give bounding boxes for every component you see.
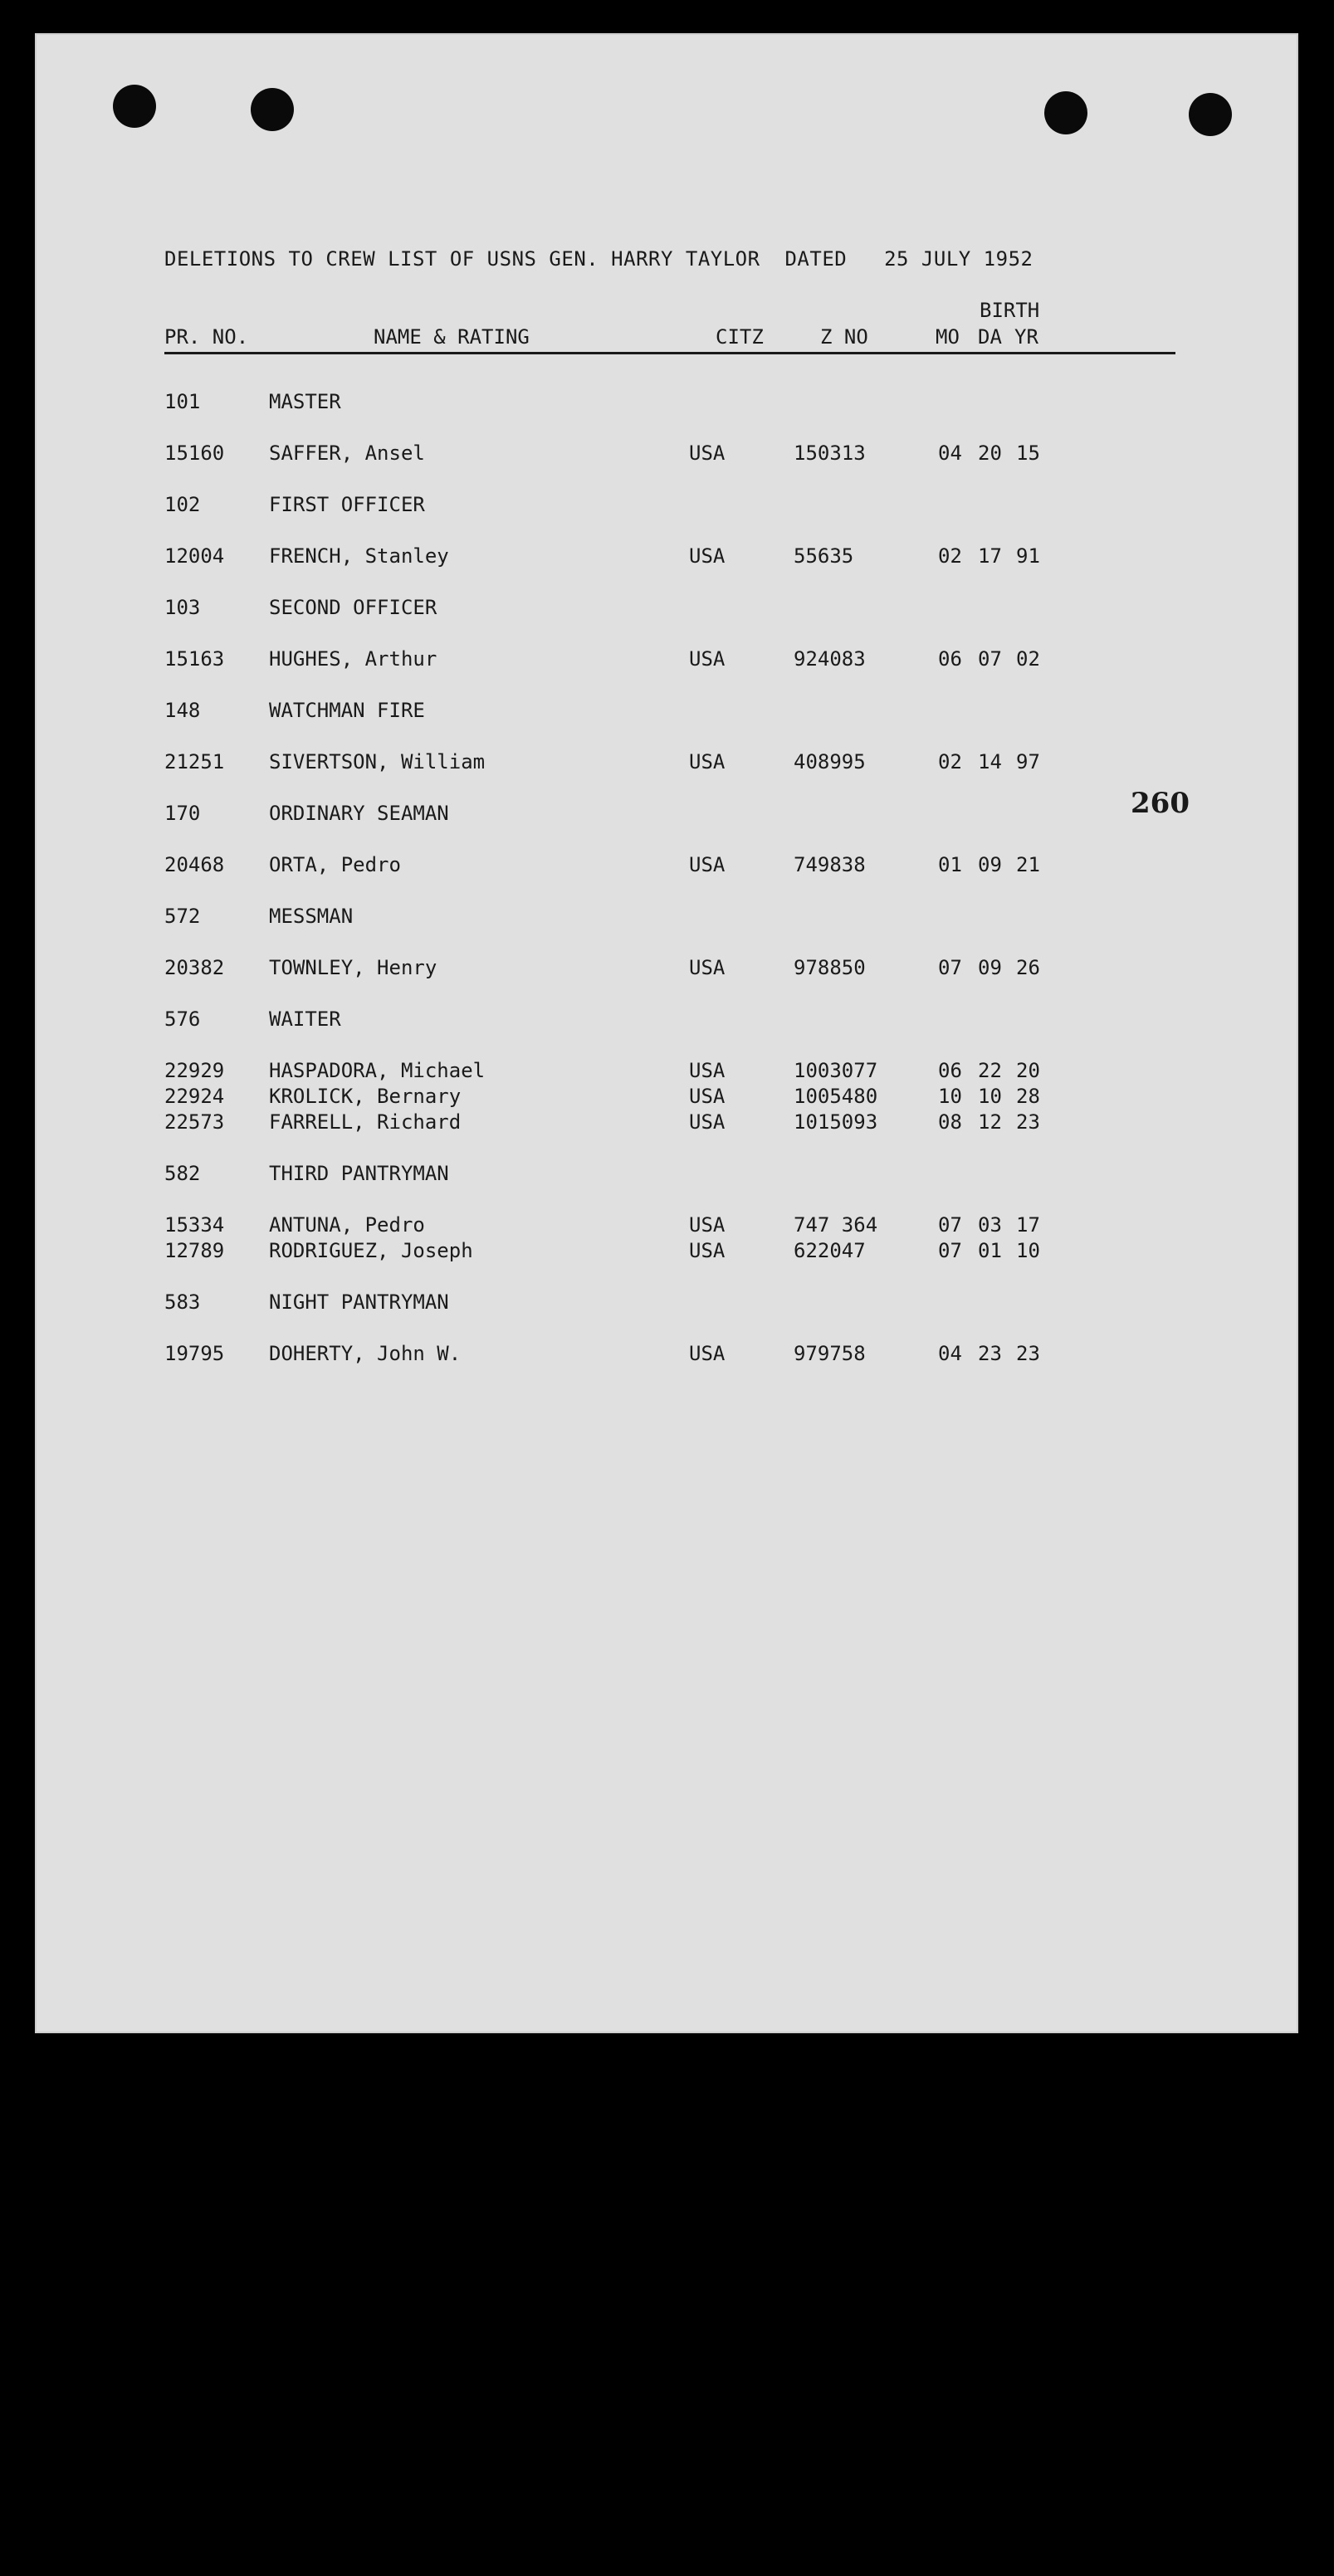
z-number-cell: 979758 bbox=[794, 1342, 866, 1365]
birth-month-cell: 07 bbox=[938, 1239, 962, 1262]
birth-day-cell: 03 bbox=[978, 1213, 1002, 1237]
yr-header: YR bbox=[1014, 325, 1038, 349]
name-rating-cell: ORTA, Pedro bbox=[269, 853, 401, 876]
pr-no-cell: 22924 bbox=[164, 1085, 225, 1108]
birth-day-cell: 20 bbox=[978, 442, 1002, 465]
pr-no-cell: 21251 bbox=[164, 750, 225, 773]
name-rating-cell: SECOND OFFICER bbox=[269, 596, 437, 619]
citizenship-cell: USA bbox=[689, 1085, 726, 1108]
title-text: DELETIONS TO CREW LIST OF USNS GEN. HARRY TAYLOR bbox=[164, 247, 760, 271]
birth-month-cell: 07 bbox=[938, 956, 962, 979]
citizenship-cell: USA bbox=[689, 1342, 726, 1365]
name-rating-cell: THIRD PANTRYMAN bbox=[269, 1162, 449, 1185]
da-header: DA bbox=[978, 325, 1002, 349]
document-sheet bbox=[35, 33, 1298, 2033]
pr-no-cell: 582 bbox=[164, 1162, 201, 1185]
birth-day-cell: 23 bbox=[978, 1342, 1002, 1365]
pr-no-cell: 576 bbox=[164, 1007, 201, 1031]
birth-month-cell: 02 bbox=[938, 750, 962, 773]
punch-hole bbox=[1044, 91, 1087, 134]
birth-day-cell: 12 bbox=[978, 1110, 1002, 1134]
punch-hole bbox=[251, 88, 294, 131]
z-number-cell: 150313 bbox=[794, 442, 866, 465]
name-rating-cell: ORDINARY SEAMAN bbox=[269, 802, 449, 825]
birth-year-cell: 23 bbox=[1016, 1110, 1040, 1134]
dated-label: DATED bbox=[784, 247, 848, 271]
z-number-cell: 924083 bbox=[794, 647, 866, 671]
pr-no-cell: 583 bbox=[164, 1290, 201, 1314]
z-number-cell: 1015093 bbox=[794, 1110, 878, 1134]
birth-header: BIRTH bbox=[980, 299, 1040, 322]
birth-year-cell: 97 bbox=[1016, 750, 1040, 773]
birth-month-cell: 06 bbox=[938, 1059, 962, 1082]
pr-no-cell: 15160 bbox=[164, 442, 225, 465]
document-title bbox=[164, 247, 1033, 271]
pr-no-cell: 15334 bbox=[164, 1213, 225, 1237]
birth-day-cell: 10 bbox=[978, 1085, 1002, 1108]
citizenship-cell: USA bbox=[689, 750, 726, 773]
pr-no-cell: 572 bbox=[164, 905, 201, 928]
birth-year-cell: 17 bbox=[1016, 1213, 1040, 1237]
birth-month-cell: 04 bbox=[938, 1342, 962, 1365]
document-date: 25 JULY 1952 bbox=[884, 247, 1033, 271]
name-rating-cell: KROLICK, Bernary bbox=[269, 1085, 462, 1108]
birth-year-cell: 28 bbox=[1016, 1085, 1040, 1108]
pr-no-cell: 12789 bbox=[164, 1239, 225, 1262]
birth-year-cell: 10 bbox=[1016, 1239, 1040, 1262]
citizenship-cell: USA bbox=[689, 956, 726, 979]
punch-hole bbox=[1189, 93, 1232, 136]
pr-no-cell: 22929 bbox=[164, 1059, 225, 1082]
pr-no-cell: 19795 bbox=[164, 1342, 225, 1365]
name-rating-cell: SAFFER, Ansel bbox=[269, 442, 425, 465]
z-number-cell: 978850 bbox=[794, 956, 866, 979]
z-no-header: Z NO bbox=[820, 325, 868, 349]
birth-day-cell: 17 bbox=[978, 544, 1002, 568]
birth-day-cell: 22 bbox=[978, 1059, 1002, 1082]
pr-no-cell: 15163 bbox=[164, 647, 225, 671]
birth-year-cell: 02 bbox=[1016, 647, 1040, 671]
birth-month-cell: 01 bbox=[938, 853, 962, 876]
name-rating-cell: WAITER bbox=[269, 1007, 341, 1031]
birth-day-cell: 09 bbox=[978, 956, 1002, 979]
name-rating-cell: NIGHT PANTRYMAN bbox=[269, 1290, 449, 1314]
birth-year-cell: 26 bbox=[1016, 956, 1040, 979]
citizenship-cell: USA bbox=[689, 1239, 726, 1262]
pr-no-cell: 103 bbox=[164, 596, 201, 619]
name-rating-cell: WATCHMAN FIRE bbox=[269, 699, 425, 722]
pr-no-cell: 20382 bbox=[164, 956, 225, 979]
birth-month-cell: 08 bbox=[938, 1110, 962, 1134]
pr-no-cell: 170 bbox=[164, 802, 201, 825]
z-number-cell: 622047 bbox=[794, 1239, 866, 1262]
birth-month-cell: 10 bbox=[938, 1085, 962, 1108]
birth-day-cell: 01 bbox=[978, 1239, 1002, 1262]
name-rating-cell: RODRIGUEZ, Joseph bbox=[269, 1239, 473, 1262]
citizenship-cell: USA bbox=[689, 647, 726, 671]
punch-hole bbox=[113, 85, 156, 128]
z-number-cell: 1005480 bbox=[794, 1085, 878, 1108]
birth-month-cell: 04 bbox=[938, 442, 962, 465]
z-number-cell: 747 364 bbox=[794, 1213, 878, 1237]
birth-year-cell: 91 bbox=[1016, 544, 1040, 568]
page-number: 260 bbox=[1131, 787, 1190, 820]
citizenship-cell: USA bbox=[689, 1213, 726, 1237]
pr-no-cell: 20468 bbox=[164, 853, 225, 876]
name-rating-cell: FIRST OFFICER bbox=[269, 493, 425, 516]
pr-no-header: PR. NO. bbox=[164, 325, 249, 349]
birth-year-cell: 20 bbox=[1016, 1059, 1040, 1082]
z-number-cell: 749838 bbox=[794, 853, 866, 876]
citz-header: CITZ bbox=[716, 325, 764, 349]
z-number-cell: 408995 bbox=[794, 750, 866, 773]
pr-no-cell: 102 bbox=[164, 493, 201, 516]
citizenship-cell: USA bbox=[689, 853, 726, 876]
birth-year-cell: 23 bbox=[1016, 1342, 1040, 1365]
name-rating-cell: MASTER bbox=[269, 390, 341, 413]
pr-no-cell: 148 bbox=[164, 699, 201, 722]
name-rating-cell: FRENCH, Stanley bbox=[269, 544, 449, 568]
name-rating-cell: HUGHES, Arthur bbox=[269, 647, 437, 671]
name-rating-cell: HASPADORA, Michael bbox=[269, 1059, 486, 1082]
birth-month-cell: 07 bbox=[938, 1213, 962, 1237]
citizenship-cell: USA bbox=[689, 1059, 726, 1082]
z-number-cell: 55635 bbox=[794, 544, 854, 568]
citizenship-cell: USA bbox=[689, 544, 726, 568]
name-rating-cell: TOWNLEY, Henry bbox=[269, 956, 437, 979]
mo-header: MO bbox=[936, 325, 960, 349]
pr-no-cell: 12004 bbox=[164, 544, 225, 568]
birth-day-cell: 07 bbox=[978, 647, 1002, 671]
name-rating-cell: ANTUNA, Pedro bbox=[269, 1213, 425, 1237]
birth-day-cell: 14 bbox=[978, 750, 1002, 773]
z-number-cell: 1003077 bbox=[794, 1059, 878, 1082]
birth-year-cell: 21 bbox=[1016, 853, 1040, 876]
birth-year-cell: 15 bbox=[1016, 442, 1040, 465]
name-rating-cell: FARRELL, Richard bbox=[269, 1110, 462, 1134]
birth-month-cell: 02 bbox=[938, 544, 962, 568]
name-rating-cell: MESSMAN bbox=[269, 905, 354, 928]
pr-no-cell: 101 bbox=[164, 390, 201, 413]
citizenship-cell: USA bbox=[689, 442, 726, 465]
name-rating-cell: SIVERTSON, William bbox=[269, 750, 486, 773]
birth-month-cell: 06 bbox=[938, 647, 962, 671]
pr-no-cell: 22573 bbox=[164, 1110, 225, 1134]
name-rating-header: NAME & RATING bbox=[374, 325, 530, 349]
citizenship-cell: USA bbox=[689, 1110, 726, 1134]
name-rating-cell: DOHERTY, John W. bbox=[269, 1342, 462, 1365]
header-rule bbox=[164, 352, 1175, 354]
birth-day-cell: 09 bbox=[978, 853, 1002, 876]
